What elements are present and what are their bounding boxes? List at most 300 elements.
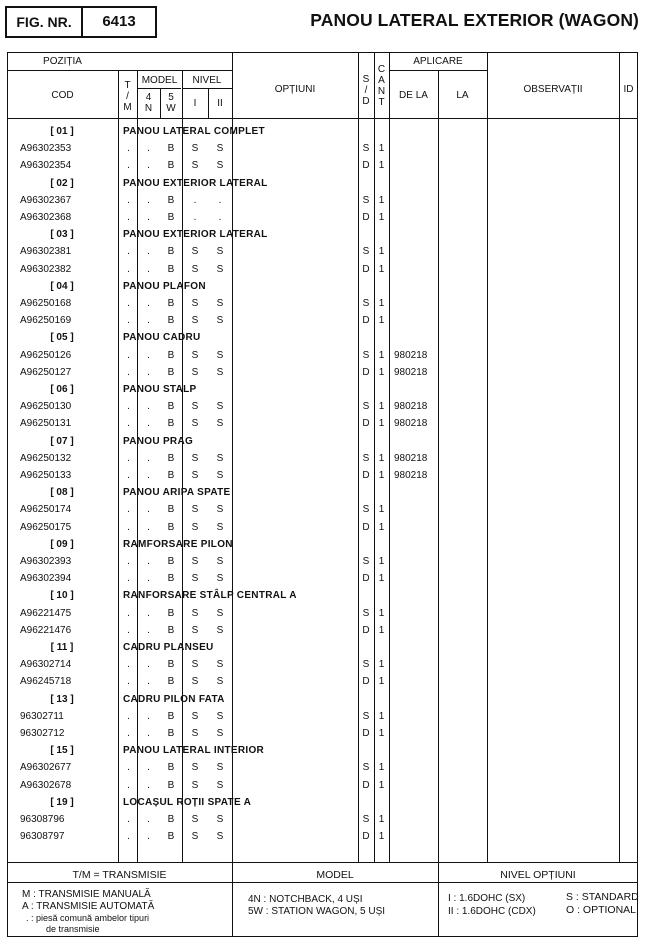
de-la-cell: 980218 [394,470,428,481]
model-4n-cell: . [147,143,150,155]
part-code: A96221475 [20,607,72,619]
transmission-cell: . [127,521,130,533]
model-5w-cell: B [167,659,175,671]
model-4n-cell: . [147,762,150,774]
side-cell: D [362,676,370,688]
side-cell: D [362,624,370,636]
model-4n-cell: . [147,624,150,636]
header-divider [182,88,232,89]
transmission-cell: . [127,728,130,739]
quantity-cell: 1 [378,521,385,533]
model-5w-cell: B [167,710,175,722]
nivel-1-cell: S [191,814,199,825]
transmission-cell: . [127,573,130,585]
group-header-row [7,743,638,760]
group-name: PANOU LATERAL COMPLET [123,126,265,137]
part-code: A96250131 [20,418,72,430]
legend-tm-line: M : TRANSMISIE MANUALĂ [22,889,151,900]
nivel-2-cell: S [216,349,224,361]
group-name: PANOU EXTERIOR LATERAL [123,229,268,241]
header-model-n: N [144,103,153,114]
part-row [7,606,638,623]
header-model-4: 4 [145,92,152,103]
de-la-cell: 980218 [394,349,428,361]
nivel-2-cell: S [216,298,224,309]
header-tm-slash: / [126,91,129,102]
nivel-1-cell: S [191,349,199,361]
side-cell: S [362,556,370,567]
group-name: PANOU PRAG [123,435,194,447]
nivel-1-cell: S [191,470,199,481]
part-code: 96308796 [20,814,65,825]
part-code: A96250174 [20,504,72,516]
part-row [7,451,638,468]
position-number: [ 15 ] [50,745,74,757]
group-header-row [7,382,638,399]
nivel-1-cell: S [191,831,199,843]
quantity-cell: 1 [378,728,385,739]
model-5w-cell: B [167,160,175,172]
quantity-cell: 1 [378,349,385,361]
de-la-cell: 980218 [394,401,428,413]
model-4n-cell: . [147,659,150,671]
quantity-cell: 1 [378,710,385,722]
quantity-cell: 1 [378,298,385,309]
header-cant-a: A [378,75,385,86]
side-cell: S [362,401,370,413]
header-sd-d: D [362,96,370,107]
nivel-1-cell: S [191,676,199,688]
group-name: PANOU CADRU [123,332,201,344]
side-cell: S [362,710,370,722]
transmission-cell: . [127,831,130,843]
model-5w-cell: B [167,762,175,774]
header-sd-slash: / [364,85,368,96]
part-row [7,244,638,261]
quantity-cell: 1 [378,452,385,464]
group-name: CADRU PLANSEU [123,642,214,653]
legend-tm-title: T/M = TRANSMISIE [72,869,167,881]
part-code: 96308797 [20,831,65,843]
model-5w-cell: B [167,624,175,636]
model-4n-cell: . [147,556,150,567]
group-name: PANOU ARIPA SPATE [123,487,231,499]
model-5w-cell: B [167,263,175,275]
model-5w-cell: B [167,521,175,533]
side-cell: S [362,814,370,825]
model-4n-cell: . [147,814,150,825]
quantity-cell: 1 [378,814,385,825]
side-cell: D [362,831,370,843]
model-5w-cell: B [167,366,175,378]
legend-nivel-line: I : 1.6DOHC (SX) [448,893,526,904]
group-header-row [7,124,638,141]
part-code: A96250127 [20,366,72,378]
side-cell: S [362,349,370,361]
transmission-cell: . [127,452,130,464]
position-number: [ 10 ] [50,590,74,602]
nivel-1-cell: S [191,452,199,464]
header-nivel-1: I [193,98,197,109]
nivel-2-cell: S [216,676,224,688]
model-5w-cell: B [167,452,175,464]
quantity-cell: 1 [378,573,385,585]
part-code: A96302354 [20,160,72,172]
part-code: A96250133 [20,470,72,481]
model-5w-cell: B [167,298,175,309]
part-row [7,365,638,382]
position-number: [ 13 ] [50,693,74,705]
model-5w-cell: B [167,470,175,481]
model-4n-cell: . [147,452,150,464]
header-cant-c: C [377,64,386,75]
figure-number: 6413 [102,13,136,30]
nivel-1-cell: S [191,246,199,258]
page-title: PANOU LATERAL EXTERIOR (WAGON) [310,10,639,30]
transmission-cell: . [127,401,130,413]
transmission-cell: . [127,779,130,791]
group-name: RANFORSARE STÂLP CENTRAL A [123,590,297,602]
transmission-cell: . [127,366,130,378]
part-code: A96250126 [20,349,72,361]
model-4n-cell: . [147,366,150,378]
group-header-row [7,176,638,193]
model-4n-cell: . [147,831,150,843]
part-row [7,296,638,313]
nivel-1-cell: S [191,504,199,516]
part-row [7,829,638,846]
model-4n-cell: . [147,504,150,516]
quantity-cell: 1 [378,607,385,619]
nivel-2-cell: S [216,452,224,464]
model-5w-cell: B [167,779,175,791]
nivel-2-cell: S [216,779,224,791]
legend-optional: O : OPTIONAL [566,904,637,916]
model-4n-cell: . [147,160,150,172]
part-code: A96302368 [20,212,72,223]
de-la-cell: 980218 [394,452,428,464]
part-code: A96302677 [20,762,72,774]
nivel-2-cell: S [216,814,224,825]
header-tm-t: T [124,80,131,91]
side-cell: D [362,160,370,172]
nivel-1-cell: S [191,263,199,275]
legend-tm-line: A : TRANSMISIE AUTOMATĂ [22,901,155,912]
position-number: [ 03 ] [50,229,74,241]
header-cant [374,64,389,108]
nivel-1-cell: S [191,710,199,722]
part-code: A96245718 [20,676,72,688]
part-code: A96302353 [20,143,72,155]
legend-model-line: 4N : NOTCHBACK, 4 UȘI [248,894,363,905]
part-row [7,760,638,777]
model-5w-cell: B [167,814,175,825]
part-row [7,520,638,537]
part-code: A96302678 [20,779,72,791]
group-name: LOCAȘUL ROȚII SPATE A [123,796,252,808]
header-model-5: 5 [168,92,174,103]
model-4n-cell: . [147,263,150,275]
model-4n-cell: . [147,710,150,722]
transmission-cell: . [127,676,130,688]
part-code: 96302711 [20,710,64,722]
part-row [7,812,638,829]
part-code: A96302394 [20,573,72,585]
header-model: MODEL [141,75,178,86]
header-model-5w [160,92,182,114]
quantity-cell: 1 [378,676,385,688]
side-cell: D [362,573,370,585]
quantity-cell: 1 [378,418,385,430]
nivel-1-cell: S [191,315,199,327]
legend-tm-line: de transmisie [46,924,100,934]
quantity-cell: 1 [378,504,385,516]
side-cell: D [362,212,370,223]
header-sd [358,74,374,107]
nivel-2-cell: S [216,143,224,155]
nivel-1-cell: S [191,779,199,791]
nivel-2-cell: S [216,315,224,327]
nivel-1-cell: S [191,521,199,533]
part-row [7,158,638,175]
part-row [7,193,638,210]
part-code: A96302367 [20,194,72,206]
transmission-cell: . [127,814,130,825]
nivel-2-cell: S [216,659,224,671]
part-code: A96250168 [20,298,72,309]
quantity-cell: 1 [378,212,385,223]
model-4n-cell: . [147,418,150,430]
transmission-cell: . [127,659,130,671]
nivel-1-cell: S [191,366,199,378]
model-5w-cell: B [167,556,175,567]
model-5w-cell: B [167,504,175,516]
header-tm [118,80,137,113]
side-cell: S [362,194,370,206]
group-name: PANOU PLAFON [123,280,206,292]
legend-model-title: MODEL [316,869,354,881]
part-code: A96250175 [20,521,72,533]
model-5w-cell: B [167,194,175,206]
side-cell: D [362,779,370,791]
quantity-cell: 1 [378,143,385,155]
legend-tm-line: . : piesă comună ambelor tipuri [26,913,150,923]
quantity-cell: 1 [378,470,385,481]
transmission-cell: . [127,194,130,206]
part-row [7,554,638,571]
nivel-2-cell: S [216,366,224,378]
nivel-1-cell: S [191,160,199,172]
model-5w-cell: B [167,401,175,413]
group-header-row [7,795,638,812]
de-la-cell: 980218 [394,418,428,430]
legend-nivel-title: NIVEL OPȚIUNI [500,869,576,881]
header-model-w: W [166,103,176,114]
group-name: PANOU STALP [123,384,197,395]
position-number: [ 06 ] [50,384,74,395]
legend-model-line: 5W : STATION WAGON, 5 UȘI [248,906,386,917]
position-number: [ 01 ] [50,126,74,137]
nivel-2-cell: S [216,504,224,516]
model-5w-cell: B [167,143,175,155]
header-tm-m: M [123,102,132,113]
model-5w-cell: B [167,607,175,619]
nivel-2-cell: S [216,246,224,258]
side-cell: S [362,504,370,516]
quantity-cell: 1 [378,659,385,671]
nivel-2-cell: S [216,728,224,739]
nivel-2-cell: S [216,521,224,533]
part-code: A96302714 [20,659,72,671]
side-cell: D [362,470,370,481]
side-cell: S [362,246,370,258]
model-4n-cell: . [147,298,150,309]
header-nivel: NIVEL [192,75,222,86]
model-5w-cell: B [167,728,175,739]
side-cell: S [362,762,370,774]
quantity-cell: 1 [378,779,385,791]
model-4n-cell: . [147,315,150,327]
group-header-row [7,588,638,605]
part-row [7,313,638,330]
group-header-row [7,640,638,657]
nivel-2-cell: S [216,607,224,619]
position-number: [ 05 ] [50,332,74,344]
transmission-cell: . [127,315,130,327]
nivel-2-cell: . [218,212,222,223]
part-row [7,399,638,416]
header-cant-n: N [377,86,386,97]
side-cell: S [362,143,370,155]
nivel-1-cell: S [191,143,199,155]
legend-standard: S : STANDARD [566,891,639,903]
model-5w-cell: B [167,418,175,430]
nivel-1-cell: S [191,659,199,671]
position-number: [ 09 ] [50,538,74,550]
nivel-2-cell: S [216,762,224,774]
side-cell: S [362,298,370,309]
part-row [7,141,638,158]
group-header-row [7,692,638,709]
nivel-2-cell: S [216,556,224,567]
nivel-2-cell: S [216,160,224,172]
part-row [7,674,638,691]
nivel-1-cell: S [191,418,199,430]
transmission-cell: . [127,624,130,636]
position-number: [ 08 ] [50,487,74,499]
part-row [7,571,638,588]
model-5w-cell: B [167,676,175,688]
quantity-cell: 1 [378,624,385,636]
model-4n-cell: . [147,401,150,413]
nivel-1-cell: S [191,298,199,309]
legend-title-line [7,882,638,883]
header-pozitia: POZIȚIA [43,56,82,67]
model-4n-cell: . [147,194,150,206]
model-4n-cell: . [147,779,150,791]
part-code: A96302393 [20,556,72,567]
group-header-row [7,537,638,554]
nivel-1-cell: S [191,556,199,567]
figure-label: FIG. NR. [7,8,83,36]
transmission-cell: . [127,298,130,309]
nivel-1-cell: S [191,573,199,585]
header-de-la: DE LA [399,90,428,101]
model-5w-cell: B [167,349,175,361]
quantity-cell: 1 [378,246,385,258]
quantity-cell: 1 [378,160,385,172]
header-sd-s: S [362,74,370,85]
nivel-2-cell: S [216,831,224,843]
nivel-2-cell: S [216,470,224,481]
model-5w-cell: B [167,212,175,223]
nivel-2-cell: S [216,624,224,636]
model-4n-cell: . [147,246,150,258]
transmission-cell: . [127,504,130,516]
part-row [7,726,638,743]
model-4n-cell: . [147,521,150,533]
quantity-cell: 1 [378,315,385,327]
group-name: PANOU EXTERIOR LATERAL [123,177,268,189]
header-model-4n [137,92,160,114]
part-row [7,657,638,674]
part-code: A96221476 [20,624,72,636]
position-number: [ 02 ] [50,177,74,189]
header-divider [7,70,232,71]
header-aplicare: APLICARE [413,56,463,67]
part-code: A96250132 [20,452,72,464]
transmission-cell: . [127,160,130,172]
side-cell: D [362,728,370,739]
quantity-cell: 1 [378,401,385,413]
part-row [7,778,638,795]
transmission-cell: . [127,470,130,481]
nivel-2-cell: S [216,401,224,413]
part-row [7,623,638,640]
quantity-cell: 1 [378,556,385,567]
transmission-cell: . [127,263,130,275]
nivel-1-cell: S [191,762,199,774]
quantity-cell: 1 [378,263,385,275]
figure-number-box [5,6,157,38]
legend-nivel-line: II : 1.6DOHC (CDX) [448,906,536,917]
de-la-cell: 980218 [394,366,428,378]
group-header-row [7,485,638,502]
group-header-row [7,279,638,296]
part-code: A96302382 [20,263,72,275]
nivel-2-cell: S [216,573,224,585]
nivel-2-cell: S [216,263,224,275]
side-cell: D [362,418,370,430]
part-row [7,416,638,433]
group-name: PANOU LATERAL INTERIOR [123,745,265,757]
transmission-cell: . [127,349,130,361]
side-cell: D [362,315,370,327]
header-nivel-2: II [217,98,223,109]
model-4n-cell: . [147,573,150,585]
quantity-cell: 1 [378,366,385,378]
nivel-2-cell: . [218,194,222,206]
header-cant-t: T [378,97,385,108]
model-4n-cell: . [147,349,150,361]
group-header-row [7,434,638,451]
header-optiuni: OPȚIUNI [274,84,316,95]
model-4n-cell: . [147,728,150,739]
part-code: A96250130 [20,401,72,413]
nivel-1-cell: . [193,212,197,223]
transmission-cell: . [127,246,130,258]
nivel-1-cell: S [191,728,199,739]
